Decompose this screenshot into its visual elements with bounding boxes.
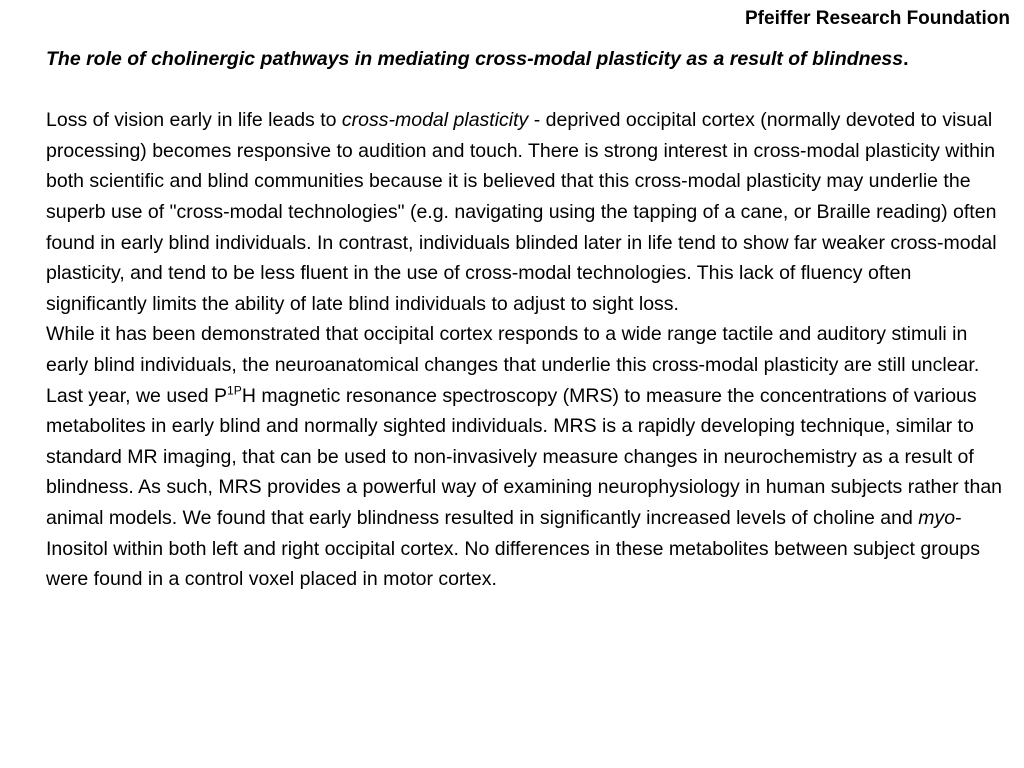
- para1-rest: - deprived occipital cortex (normally devoted to visual processing) becomes responsive to audition and touch. There is strong interest in cross-modal plasticity within both scientific and blind communities because it is believed that this cross-modal plasticity may underlie the superb use of "cross-modal technologies" (e.g. navigating using the tapping of a cane, or Braille reading) often found in early blind individuals. In contrast, individuals blinded later in life tend to show far weaker cross-modal plasticity, and tend to be less fluent in the use of cross-modal technologies. This lack of fluency often significantly limits the ability of late blind individuals to adjust to sight loss.: [46, 109, 997, 315]
- title-text: The role of cholinergic pathways in mediating cross-modal plasticity as a result of blindness: [46, 48, 904, 70]
- document-body: [46, 44, 1004, 595]
- paragraph-introduction: [46, 105, 1004, 319]
- para1-term: cross-modal plasticity: [341, 109, 529, 132]
- organization-name: Pfeiffer Research Foundation: [745, 8, 1010, 29]
- title-period: .: [903, 48, 909, 70]
- para2-part3: -Inositol within both left and right occipital cortex. No differences in these metabolites between subject groups were found in a control voxel placed in motor cortex.: [46, 506, 981, 591]
- document-title: [46, 44, 1004, 75]
- para2-superscript: 1P: [227, 383, 242, 398]
- para2-part2: H magnetic resonance spectroscopy (MRS) to measure the concentrations of various metabolites in early blind and normally sighted individuals. MRS is a rapidly developing technique, similar to standard MR imaging, that can be used to non-invasively measure changes in neurochemistry as a result of blindness. As such, MRS provides a powerful way of examining neurophysiology in human subjects rather than animal models. We found that early blindness resulted in significantly increased levels of choline and: [46, 384, 1003, 529]
- para2-part1: While it has been demonstrated that occipital cortex responds to a wide range tactile and auditory stimuli in early blind individuals, the neuroanatomical changes that underlie this cross-modal plasticity are still unclear. Last year, we used P: [46, 323, 980, 407]
- para1-lead: Loss of vision early in life leads to: [46, 109, 342, 132]
- para2-italic: myo: [918, 506, 956, 529]
- paragraph-findings: [46, 319, 1004, 594]
- paragraph-spacer: [46, 75, 1004, 106]
